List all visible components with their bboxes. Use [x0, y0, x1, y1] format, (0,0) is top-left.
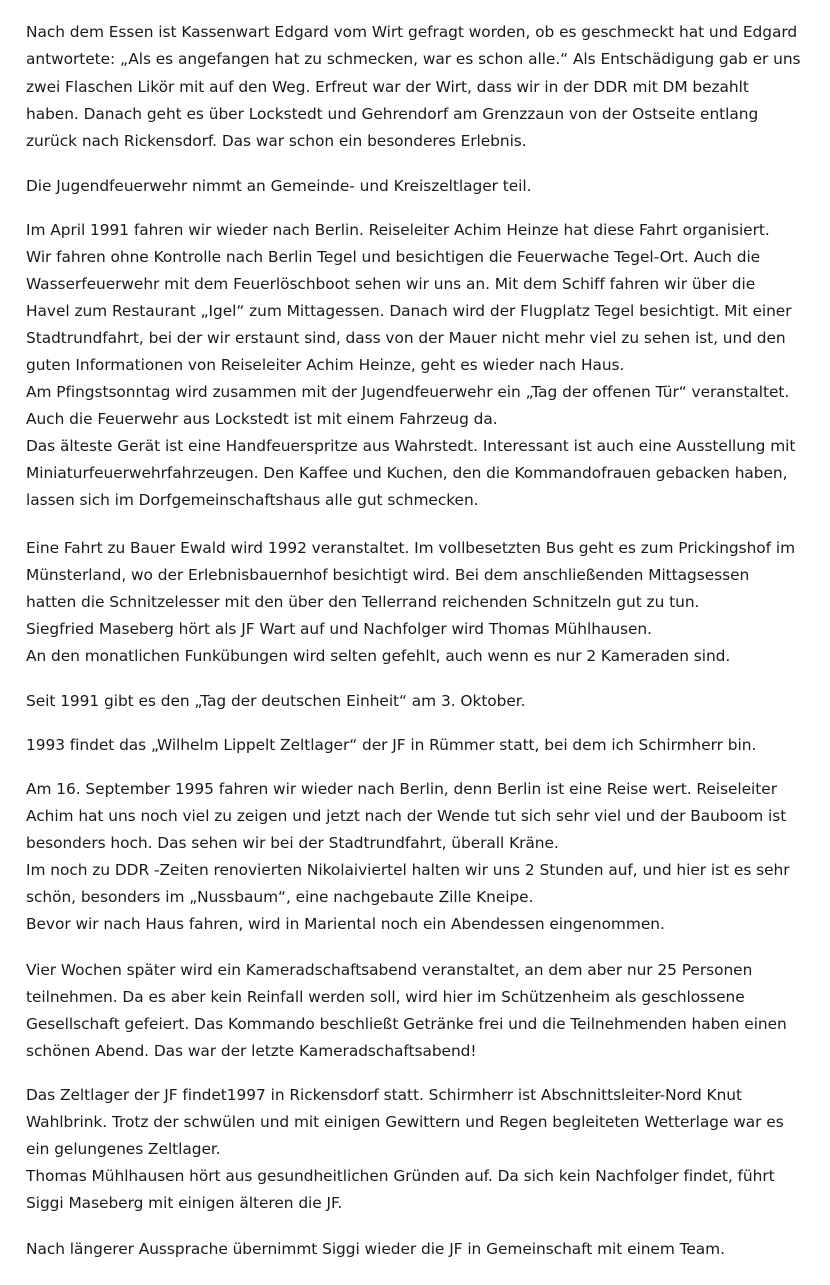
- text-line: Bevor wir nach Haus fahren, wird in Mariental noch ein Abendessen eingenommen.: [26, 915, 665, 933]
- text-line: Im noch zu DDR -Zeiten renovierten Nikolaiviertel halten wir uns 2 Stunden auf, und hier ist es sehr: [26, 861, 790, 879]
- text-line: haben. Danach geht es über Lockstedt und Gehrendorf am Grenzzaun von der Ostseite entlang: [26, 105, 759, 123]
- text-line: hatten die Schnitzelesser mit den über den Tellerrand reichenden Schnitzeln gut zu tun.: [26, 593, 700, 611]
- text-line: guten Informationen von Reiseleiter Achim Heinze, geht es wieder nach Haus.: [26, 356, 625, 374]
- text-line: Am Pfingstsonntag wird zusammen mit der Jugendfeuerwehr ein „Tag der offenen Tür“ veranstaltet.: [26, 383, 790, 401]
- text-line: besonders hoch. Das sehen wir bei der Stadtrundfahrt, überall Kräne.: [26, 834, 559, 852]
- text-line: Wasserfeuerwehr mit dem Feuerlöschboot sehen wir uns an. Mit dem Schiff fahren wir über die: [26, 275, 756, 293]
- text-line: Wahlbrink. Trotz der schwülen und mit einigen Gewittern und Regen begleiteten Wetterlage war es: [26, 1113, 784, 1131]
- text-line: An den monatlichen Funkübungen wird selten gefehlt, auch wenn es nur 2 Kameraden sind.: [26, 647, 731, 665]
- text-line: antwortete: „Als es angefangen hat zu schmecken, war es schon alle.“ Als Entschädigung gab er uns: [26, 50, 801, 68]
- text-line: Stadtrundfahrt, bei der wir erstaunt sind, dass von der Mauer nicht mehr viel zu sehen ist, und den: [26, 329, 786, 347]
- text-line: Eine Fahrt zu Bauer Ewald wird 1992 veranstaltet. Im vollbesetzten Bus geht es zum Prickingshof im: [26, 539, 796, 557]
- text-line: Das älteste Gerät ist eine Handfeuerspritze aus Wahrstedt. Interessant ist auch eine Ausstellung mit: [26, 437, 796, 455]
- text-line: schön, besonders im „Nussbaum“, eine nachgebaute Zille Kneipe.: [26, 888, 534, 906]
- text-line: Gesellschaft gefeiert. Das Kommando beschließt Getränke frei und die Teilnehmenden haben einen: [26, 1015, 787, 1033]
- text-line: Im April 1991 fahren wir wieder nach Berlin. Reiseleiter Achim Heinze hat diese Fahrt organisiert.: [26, 221, 770, 239]
- text-line: Thomas Mühlhausen hört aus gesundheitlichen Gründen auf. Da sich kein Nachfolger findet, führt: [26, 1167, 775, 1185]
- text-line: Seit 1991 gibt es den „Tag der deutschen Einheit“ am 3. Oktober.: [26, 692, 526, 710]
- text-line: lassen sich im Dorfgemeinschaftshaus alle gut schmecken.: [26, 491, 479, 509]
- text-line: Das Zeltlager der JF findet1997 in Rickensdorf statt. Schirmherr ist Abschnittsleiter-Nord Knut: [26, 1086, 742, 1104]
- text-line: Miniaturfeuerwehrfahrzeugen. Den Kaffee und Kuchen, den die Kommandofrauen gebacken haben,: [26, 464, 788, 482]
- text-line: Die Jugendfeuerwehr nimmt an Gemeinde- und Kreiszeltlager teil.: [26, 177, 532, 195]
- text-line: zurück nach Rickensdorf. Das war schon ein besonderes Erlebnis.: [26, 132, 527, 150]
- text-line: 1993 findet das „Wilhelm Lippelt Zeltlager“ der JF in Rümmer statt, bei dem ich Schirmherr bin.: [26, 736, 757, 754]
- text-line: Wir fahren ohne Kontrolle nach Berlin Tegel und besichtigen die Feuerwache Tegel-Ort. Auch die: [26, 248, 761, 266]
- text-line: Siegfried Maseberg hört als JF Wart auf und Nachfolger wird Thomas Mühlhausen.: [26, 620, 652, 638]
- text-line: Vier Wochen später wird ein Kameradschaftsabend veranstaltet, an dem aber nur 25 Personen: [26, 961, 753, 979]
- text-line: Am 16. September 1995 fahren wir wieder nach Berlin, denn Berlin ist eine Reise wert. Reiseleiter: [26, 780, 777, 798]
- text-line: Münsterland, wo der Erlebnisbauernhof besichtigt wird. Bei dem anschließenden Mittagsessen: [26, 566, 750, 584]
- text-line: schönen Abend. Das war der letzte Kameradschaftsabend!: [26, 1042, 477, 1060]
- text-line: teilnehmen. Da es aber kein Reinfall werden soll, wird hier im Schützenheim als geschlossene: [26, 988, 745, 1006]
- text-line: Nach dem Essen ist Kassenwart Edgard vom Wirt gefragt worden, ob es geschmeckt hat und Edgard: [26, 23, 798, 41]
- text-line: ein gelungenes Zeltlager.: [26, 1140, 221, 1158]
- text-line: zwei Flaschen Likör mit auf den Weg. Erfreut war der Wirt, dass wir in der DDR mit DM bezahlt: [26, 78, 749, 96]
- text-line: Nach längerer Aussprache übernimmt Siggi wieder die JF in Gemeinschaft mit einem Team.: [26, 1240, 725, 1258]
- text-line: Havel zum Restaurant „Igel“ zum Mittagessen. Danach wird der Flugplatz Tegel besichtigt. Mit einer: [26, 302, 792, 320]
- text-line: Achim hat uns noch viel zu zeigen und jetzt nach der Wende tut sich sehr viel und der Bauboom ist: [26, 807, 787, 825]
- text-line: Auch die Feuerwehr aus Lockstedt ist mit einem Fahrzeug da.: [26, 410, 498, 428]
- text-line: Siggi Maseberg mit einigen älteren die JF.: [26, 1194, 343, 1212]
